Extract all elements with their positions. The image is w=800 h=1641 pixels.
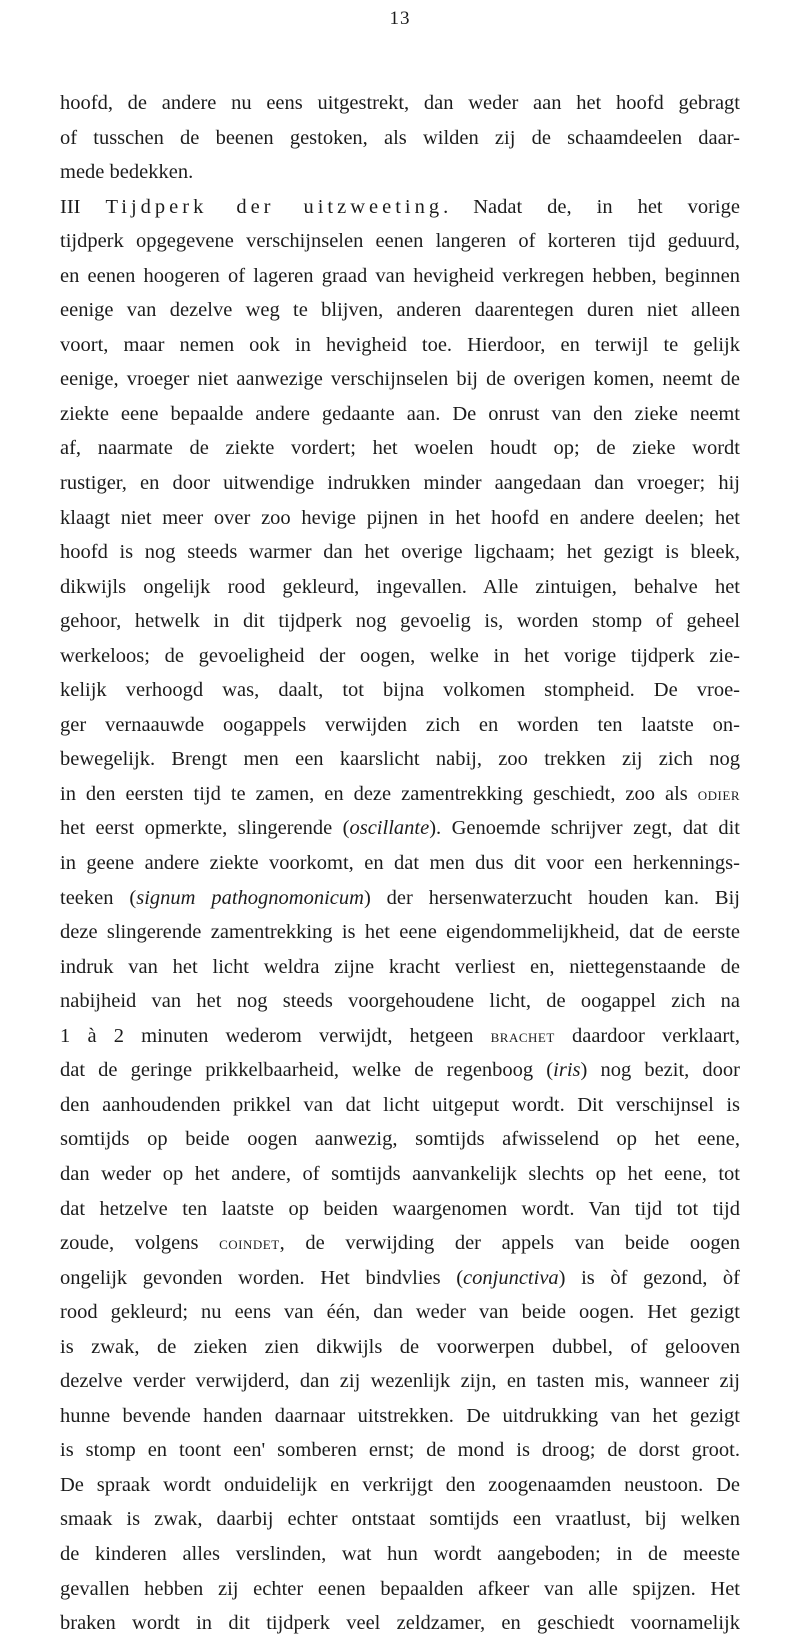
text-segment: dan weder op het andere, of somtijds aanvankelijk slechts op het eene, tot	[60, 1162, 740, 1185]
text-segment: III	[60, 195, 106, 218]
section-heading: Tijdperk der uitzweeting	[105, 195, 444, 218]
text-segment: eenige, vroeger niet aanwezige verschijnselen bij de overigen komen, neemt de	[60, 368, 740, 391]
text-segment: daardoor verklaart,	[554, 1024, 740, 1047]
text-line	[60, 1433, 740, 1468]
text-segment: en eenen hoogeren of lageren graad van hevigheid verkregen hebben, beginnen	[60, 264, 740, 287]
text-line	[60, 777, 740, 812]
text-segment: ) der hersenwaterzucht houden kan. Bij	[363, 886, 740, 909]
text-segment: hoofd is nog steeds warmer dan het overige ligchaam; het gezigt is bleek,	[60, 541, 740, 564]
italic-term: oscillante	[349, 817, 430, 840]
text-line	[60, 1053, 740, 1088]
text-segment: , de verwijding der appels van beide oogen	[279, 1232, 740, 1255]
text-segment: mede bedekken.	[60, 161, 194, 184]
text-segment: 1 à 2 minuten wederom verwijdt, hetgeen	[60, 1024, 491, 1047]
text-line	[60, 466, 740, 501]
text-line	[60, 1468, 740, 1503]
text-line	[60, 1502, 740, 1537]
body-text	[60, 86, 740, 1641]
text-segment: rustiger, en door uitwendige indrukken minder aangedaan dan vroeger; hij	[60, 472, 740, 495]
text-line	[60, 639, 740, 674]
text-segment: de kinderen alles verslinden, wat hun wordt aangeboden; in de meeste	[60, 1542, 740, 1565]
text-segment: . Nadat de, in het vorige	[443, 195, 740, 218]
text-line	[60, 86, 740, 121]
text-line	[60, 1261, 740, 1296]
text-line	[60, 362, 740, 397]
text-line	[60, 1606, 740, 1641]
text-segment: den aanhoudenden prikkel van dat licht uitgeput wordt. Dit verschijnsel is	[60, 1093, 740, 1116]
text-segment: smaak is zwak, daarbij echter ontstaat somtijds een vraatlust, bij welken	[60, 1508, 740, 1531]
text-line	[60, 1088, 740, 1123]
text-segment: voort, maar nemen ook in hevigheid toe. Hierdoor, en terwijl te gelijk	[60, 333, 740, 356]
text-segment: werkeloos; de gevoeligheid der oogen, welke in het vorige tijdperk zie-	[60, 644, 740, 667]
text-segment: teeken (	[60, 886, 137, 909]
text-segment: nabijheid van het nog steeds voorgehoudene licht, de oogappel zich na	[60, 990, 740, 1013]
text-line	[60, 155, 740, 190]
text-segment: braken wordt in dit tijdperk veel zeldzamer, en geschiedt voornamelijk	[60, 1612, 740, 1635]
text-segment: het eerst opmerkte, slingerende (	[60, 817, 350, 840]
text-segment: dat de geringe prikkelbaarheid, welke de regenboog (	[60, 1059, 554, 1082]
text-segment: in geene andere ziekte voorkomt, en dat men dus dit voor een herkennings-	[60, 852, 740, 875]
text-line	[60, 1330, 740, 1365]
text-line	[60, 1019, 740, 1054]
text-segment: bewegelijk. Brengt men een kaarslicht nabij, zoo trekken zij zich nog	[60, 748, 740, 771]
text-line	[60, 1537, 740, 1572]
text-line	[60, 1226, 740, 1261]
text-line	[60, 397, 740, 432]
text-line	[60, 950, 740, 985]
text-segment: rood gekleurd; nu eens van één, dan weder van beide oogen. Het gezigt	[60, 1301, 740, 1324]
text-line	[60, 708, 740, 743]
text-segment: zoude, volgens	[60, 1232, 220, 1255]
author-name: brachet	[490, 1025, 555, 1047]
text-segment: ). Genoemde schrijver zegt, dat dit	[429, 817, 740, 840]
text-line	[60, 604, 740, 639]
text-line	[60, 535, 740, 570]
text-segment: dikwijls ongelijk rood gekleurd, ingevallen. Alle zintuigen, behalve het	[60, 575, 740, 598]
text-line	[60, 673, 740, 708]
text-line	[60, 1295, 740, 1330]
text-line	[60, 1399, 740, 1434]
text-segment: klaagt niet meer over zoo hevige pijnen in het hoofd en andere deelen; het	[60, 506, 740, 529]
text-segment: hoofd, de andere nu eens uitgestrekt, dan weder aan het hoofd gebragt	[60, 92, 740, 114]
text-segment: kelijk verhoogd was, daalt, tot bijna volkomen stompheid. De vroe-	[60, 679, 740, 702]
text-segment: ) is òf gezond, òf	[558, 1266, 741, 1289]
text-segment: af, naarmate de ziekte vordert; het woelen houdt op; de zieke wordt	[60, 437, 740, 460]
text-line	[60, 1122, 740, 1157]
text-line	[60, 259, 740, 294]
text-line	[60, 915, 740, 950]
text-line	[60, 328, 740, 363]
text-line	[60, 570, 740, 605]
text-line	[60, 431, 740, 466]
text-line	[60, 190, 740, 225]
text-line	[60, 121, 740, 156]
text-line	[60, 293, 740, 328]
text-segment: is zwak, de zieken zien dikwijls de voorwerpen dubbel, of gelooven	[60, 1335, 740, 1358]
text-line	[60, 224, 740, 259]
text-segment: eenige van dezelve weg te blijven, anderen daarentegen duren niet alleen	[60, 299, 740, 322]
text-segment: ziekte eene bepaalde andere gedaante aan. De onrust van den zieke neemt	[60, 402, 740, 425]
text-segment: ongelijk gevonden worden. Het bindvlies (	[60, 1266, 464, 1289]
text-line	[60, 1364, 740, 1399]
text-segment: gevallen hebben zij echter eenen bepaalden afkeer van alle spijzen. Het	[60, 1577, 740, 1600]
text-segment: De spraak wordt onduidelijk en verkrijgt den zoogenaamden neustoon. De	[60, 1473, 740, 1496]
text-segment: ger vernaauwde oogappels verwijden zich en worden ten laatste on-	[60, 713, 740, 736]
text-segment: in den eersten tijd te zamen, en deze zamentrekking geschiedt, zoo als	[60, 782, 698, 805]
text-segment: is stomp en toont een' somberen ernst; de mond is droog; de dorst groot.	[60, 1439, 740, 1462]
text-segment: of tusschen de beenen gestoken, als wilden zij de schaamdeelen daar-	[60, 126, 740, 149]
author-name: coindet	[219, 1233, 280, 1255]
text-segment: ) nog bezit, door	[580, 1059, 740, 1082]
text-segment: tijdperk opgegevene verschijnselen eenen langeren of korteren tijd geduurd,	[60, 230, 740, 253]
text-segment: somtijds op beide oogen aanwezig, somtijds afwisselend op het eene,	[60, 1128, 740, 1151]
text-line	[60, 1192, 740, 1227]
text-line	[60, 846, 740, 881]
italic-term: signum pathognomonicum	[136, 886, 364, 909]
text-segment: gehoor, hetwelk in dit tijdperk nog gevoelig is, worden stomp of geheel	[60, 610, 740, 633]
author-name: odier	[697, 783, 740, 805]
text-segment: indruk van het licht weldra zijne kracht verliest en, niettegenstaande de	[60, 955, 740, 978]
italic-term: iris	[553, 1059, 581, 1082]
text-line	[60, 742, 740, 777]
page-number: 13	[389, 8, 411, 29]
text-segment: dat hetzelve ten laatste op beiden waargenomen wordt. Van tijd tot tijd	[60, 1197, 740, 1220]
text-line	[60, 501, 740, 536]
text-segment: deze slingerende zamentrekking is het eene eigendommelijkheid, dat de eerste	[60, 921, 740, 944]
italic-term: conjunctiva	[463, 1266, 559, 1289]
text-line	[60, 1157, 740, 1192]
text-segment: hunne bevende handen daarnaar uitstrekken. De uitdrukking van het gezigt	[60, 1404, 740, 1427]
text-line	[60, 881, 740, 916]
text-segment: dezelve verder verwijderd, dan zij wezenlijk zijn, en tasten mis, wanneer zij	[60, 1370, 740, 1393]
text-line	[60, 811, 740, 846]
text-line	[60, 984, 740, 1019]
text-line	[60, 1572, 740, 1607]
